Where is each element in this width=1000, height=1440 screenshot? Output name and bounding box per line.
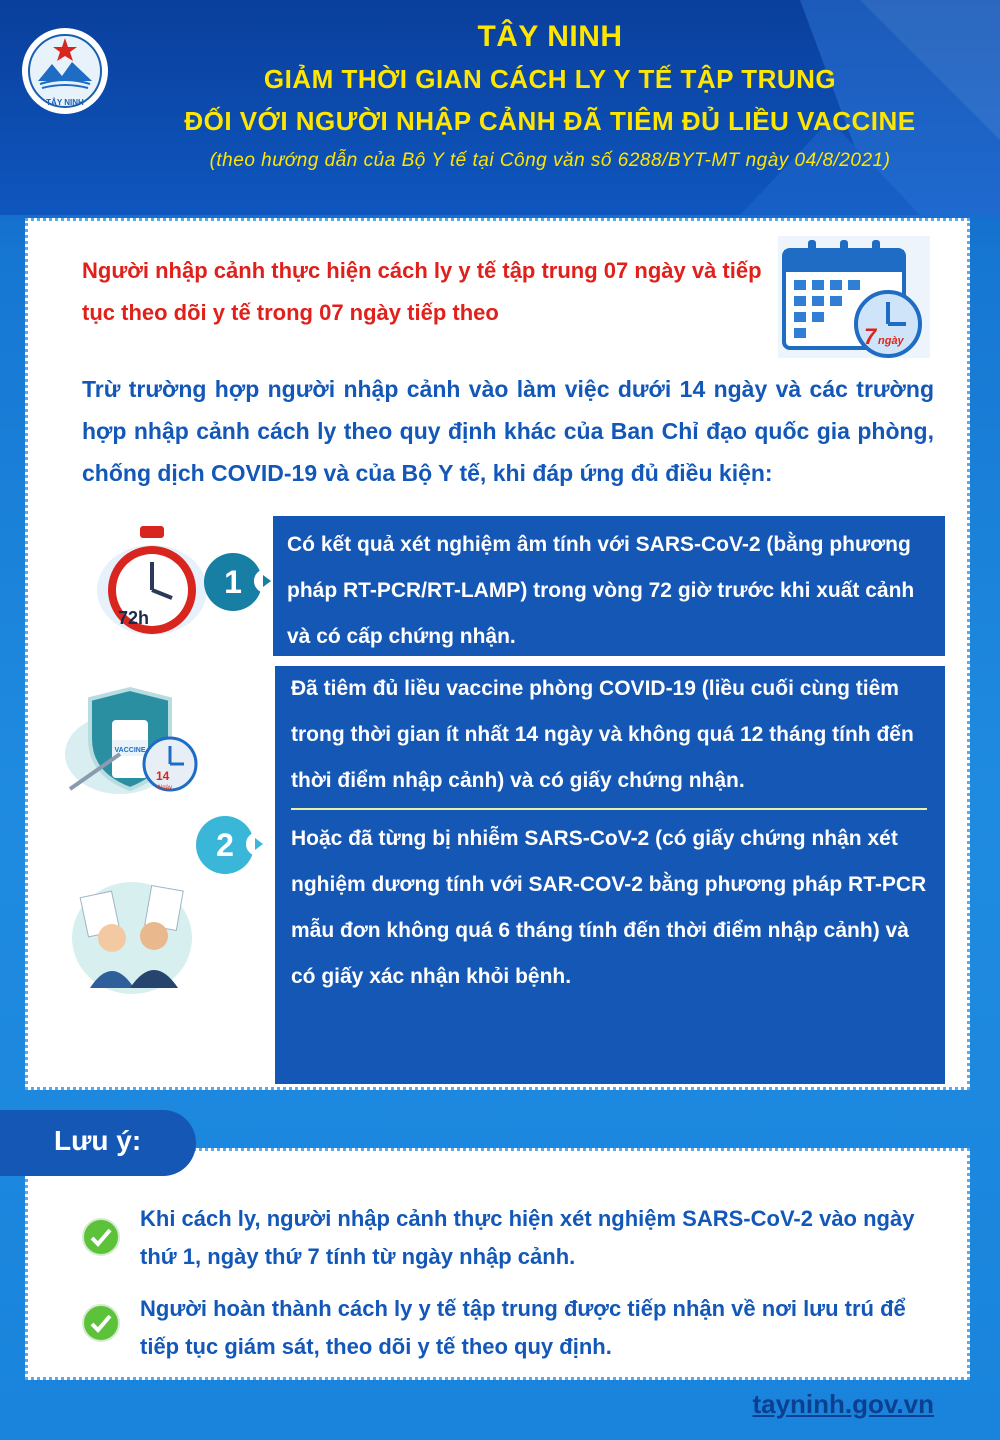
note-item-2: Người hoàn thành cách ly y tế tập trung được tiếp nhận về nơi lưu trú để tiếp tục giám sát, theo dõi y tế theo quy định. [140, 1296, 906, 1359]
website-link[interactable]: tayninh.gov.vn [752, 1389, 934, 1419]
check-icon [82, 1218, 120, 1256]
vaccine-days-unit: Ngày [158, 785, 173, 791]
intro-text: Trừ trường hợp người nhập cảnh vào làm việc dưới 14 ngày và các trường hợp nhập cảnh cách ly theo quy định khác của Ban Chỉ đạo quốc gia phòng, chống dịch COVID-19 và của Bộ Y tế, khi đáp ứng đủ điều kiện: [82, 376, 934, 486]
condition-number-1: 1 [204, 553, 262, 611]
divider [291, 808, 927, 810]
condition-2-box [275, 666, 945, 1084]
condition-number-2: 2 [196, 816, 254, 874]
tay-ninh-emblem-icon [20, 26, 110, 116]
calendar-7-days-icon [778, 236, 930, 358]
recovered-people-documents-icon [70, 876, 195, 996]
condition-2-text-a: Đã tiêm đủ liều vaccine phòng COVID-19 (liều cuối cùng tiêm trong thời gian ít nhất 14 ngày và không quá 12 tháng tính đến thời điểm nhập cảnh) và có giấy chứng nhận. [291, 677, 914, 792]
check-icon [82, 1304, 120, 1342]
subtitle: (theo hướng dẫn của Bộ Y tế tại Công văn số 6288/BYT-MT ngày 04/8/2021) [209, 150, 891, 171]
chevron-right-icon [246, 832, 270, 856]
note-item-1: Khi cách ly, người nhập cảnh thực hiện xét nghiệm SARS-CoV-2 vào ngày thứ 1, ngày thứ 7 tính từ ngày nhập cảnh. [140, 1206, 915, 1269]
calendar-unit: ngày [878, 335, 904, 347]
vaccine-days-number: 14 [156, 769, 170, 783]
vaccine-14-days-icon [60, 684, 200, 799]
vaccine-label: VACCINE [114, 747, 146, 754]
highlight-text: Người nhập cảnh thực hiện cách ly y tế tập trung 07 ngày và tiếp tục theo dõi y tế trong 07 ngày tiếp theo [82, 258, 762, 325]
calendar-number: 7 [864, 324, 877, 349]
logo-text: TÂY NINH [46, 98, 84, 107]
main-title-line1: GIẢM THỜI GIAN CÁCH LY Y TẾ TẬP TRUNG [263, 64, 837, 94]
condition-2-text-b: Hoặc đã từng bị nhiễm SARS-CoV-2 (có giấy chứng nhận xét nghiệm dương tính với SAR-COV-2 bằng phương pháp RT-PCR mẫu đơn không quá 6 tháng tính đến thời điểm nhập cảnh) và có giấy xác nhận khỏi bệnh. [291, 827, 927, 988]
stopwatch-label: 72h [118, 608, 150, 628]
condition-1-box: Có kết quả xét nghiệm âm tính với SARS-CoV-2 (bằng phương pháp RT-PCR/RT-LAMP) trong vòng 72 giờ trước khi xuất cảnh và có cấp chứng nhận. [273, 516, 945, 656]
stopwatch-72h-icon [92, 520, 207, 640]
province-title: TÂY NINH [477, 20, 623, 53]
main-title-line2: ĐỐI VỚI NGƯỜI NHẬP CẢNH ĐÃ TIÊM ĐỦ LIỀU VACCINE [184, 106, 916, 136]
notes-label: Lưu ý: [54, 1125, 142, 1156]
